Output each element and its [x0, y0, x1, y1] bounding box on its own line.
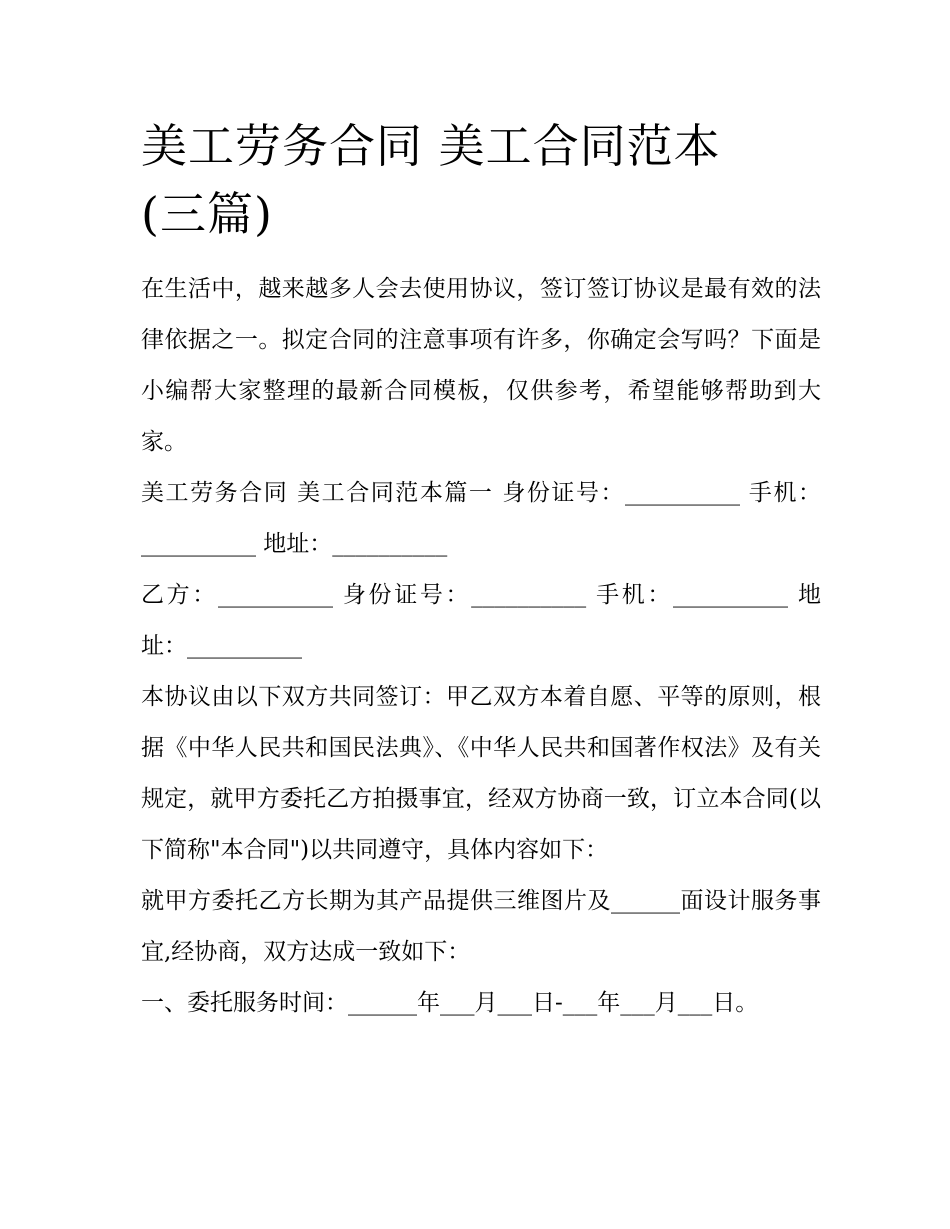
title-line-2: (三篇): [141, 187, 273, 241]
party-b-info: 乙方：__________ 身份证号：__________ 手机：__________ 地址：__________: [141, 582, 821, 659]
agreement-preamble: 本协议由以下双方共同签订：甲乙双方本着自愿、平等的原则，根据《中华人民共和国民法典》、《中华人民共和国著作权法》及有关规定，就甲方委托乙方拍摄事宜，经双方协商一致，订立本合同(以下简称"本合同")以共同遵守，具体内容如下：: [141, 684, 821, 863]
document-page: [141, 112, 821, 1029]
party-a-info: 美工劳务合同 美工合同范本篇一 身份证号：__________ 手机：__________ 地址：__________: [141, 480, 821, 557]
intro-paragraph: 在生活中，越来越多人会去使用协议，签订签订协议是最有效的法律依据之一。拟定合同的注意事项有许多，你确定会写吗？下面是小编帮大家整理的最新合同模板，仅供参考，希望能够帮助到大家。: [141, 276, 821, 455]
service-scope: 就甲方委托乙方长期为其产品提供三维图片及______面设计服务事宜,经协商，双方达成一致如下：: [141, 888, 821, 965]
clause-1-service-period: 一、委托服务时间：______年___月___日-___年___月___日。: [141, 990, 759, 1016]
document-title: [141, 112, 821, 248]
title-line-1: 美工劳务合同 美工合同范本: [141, 119, 721, 173]
